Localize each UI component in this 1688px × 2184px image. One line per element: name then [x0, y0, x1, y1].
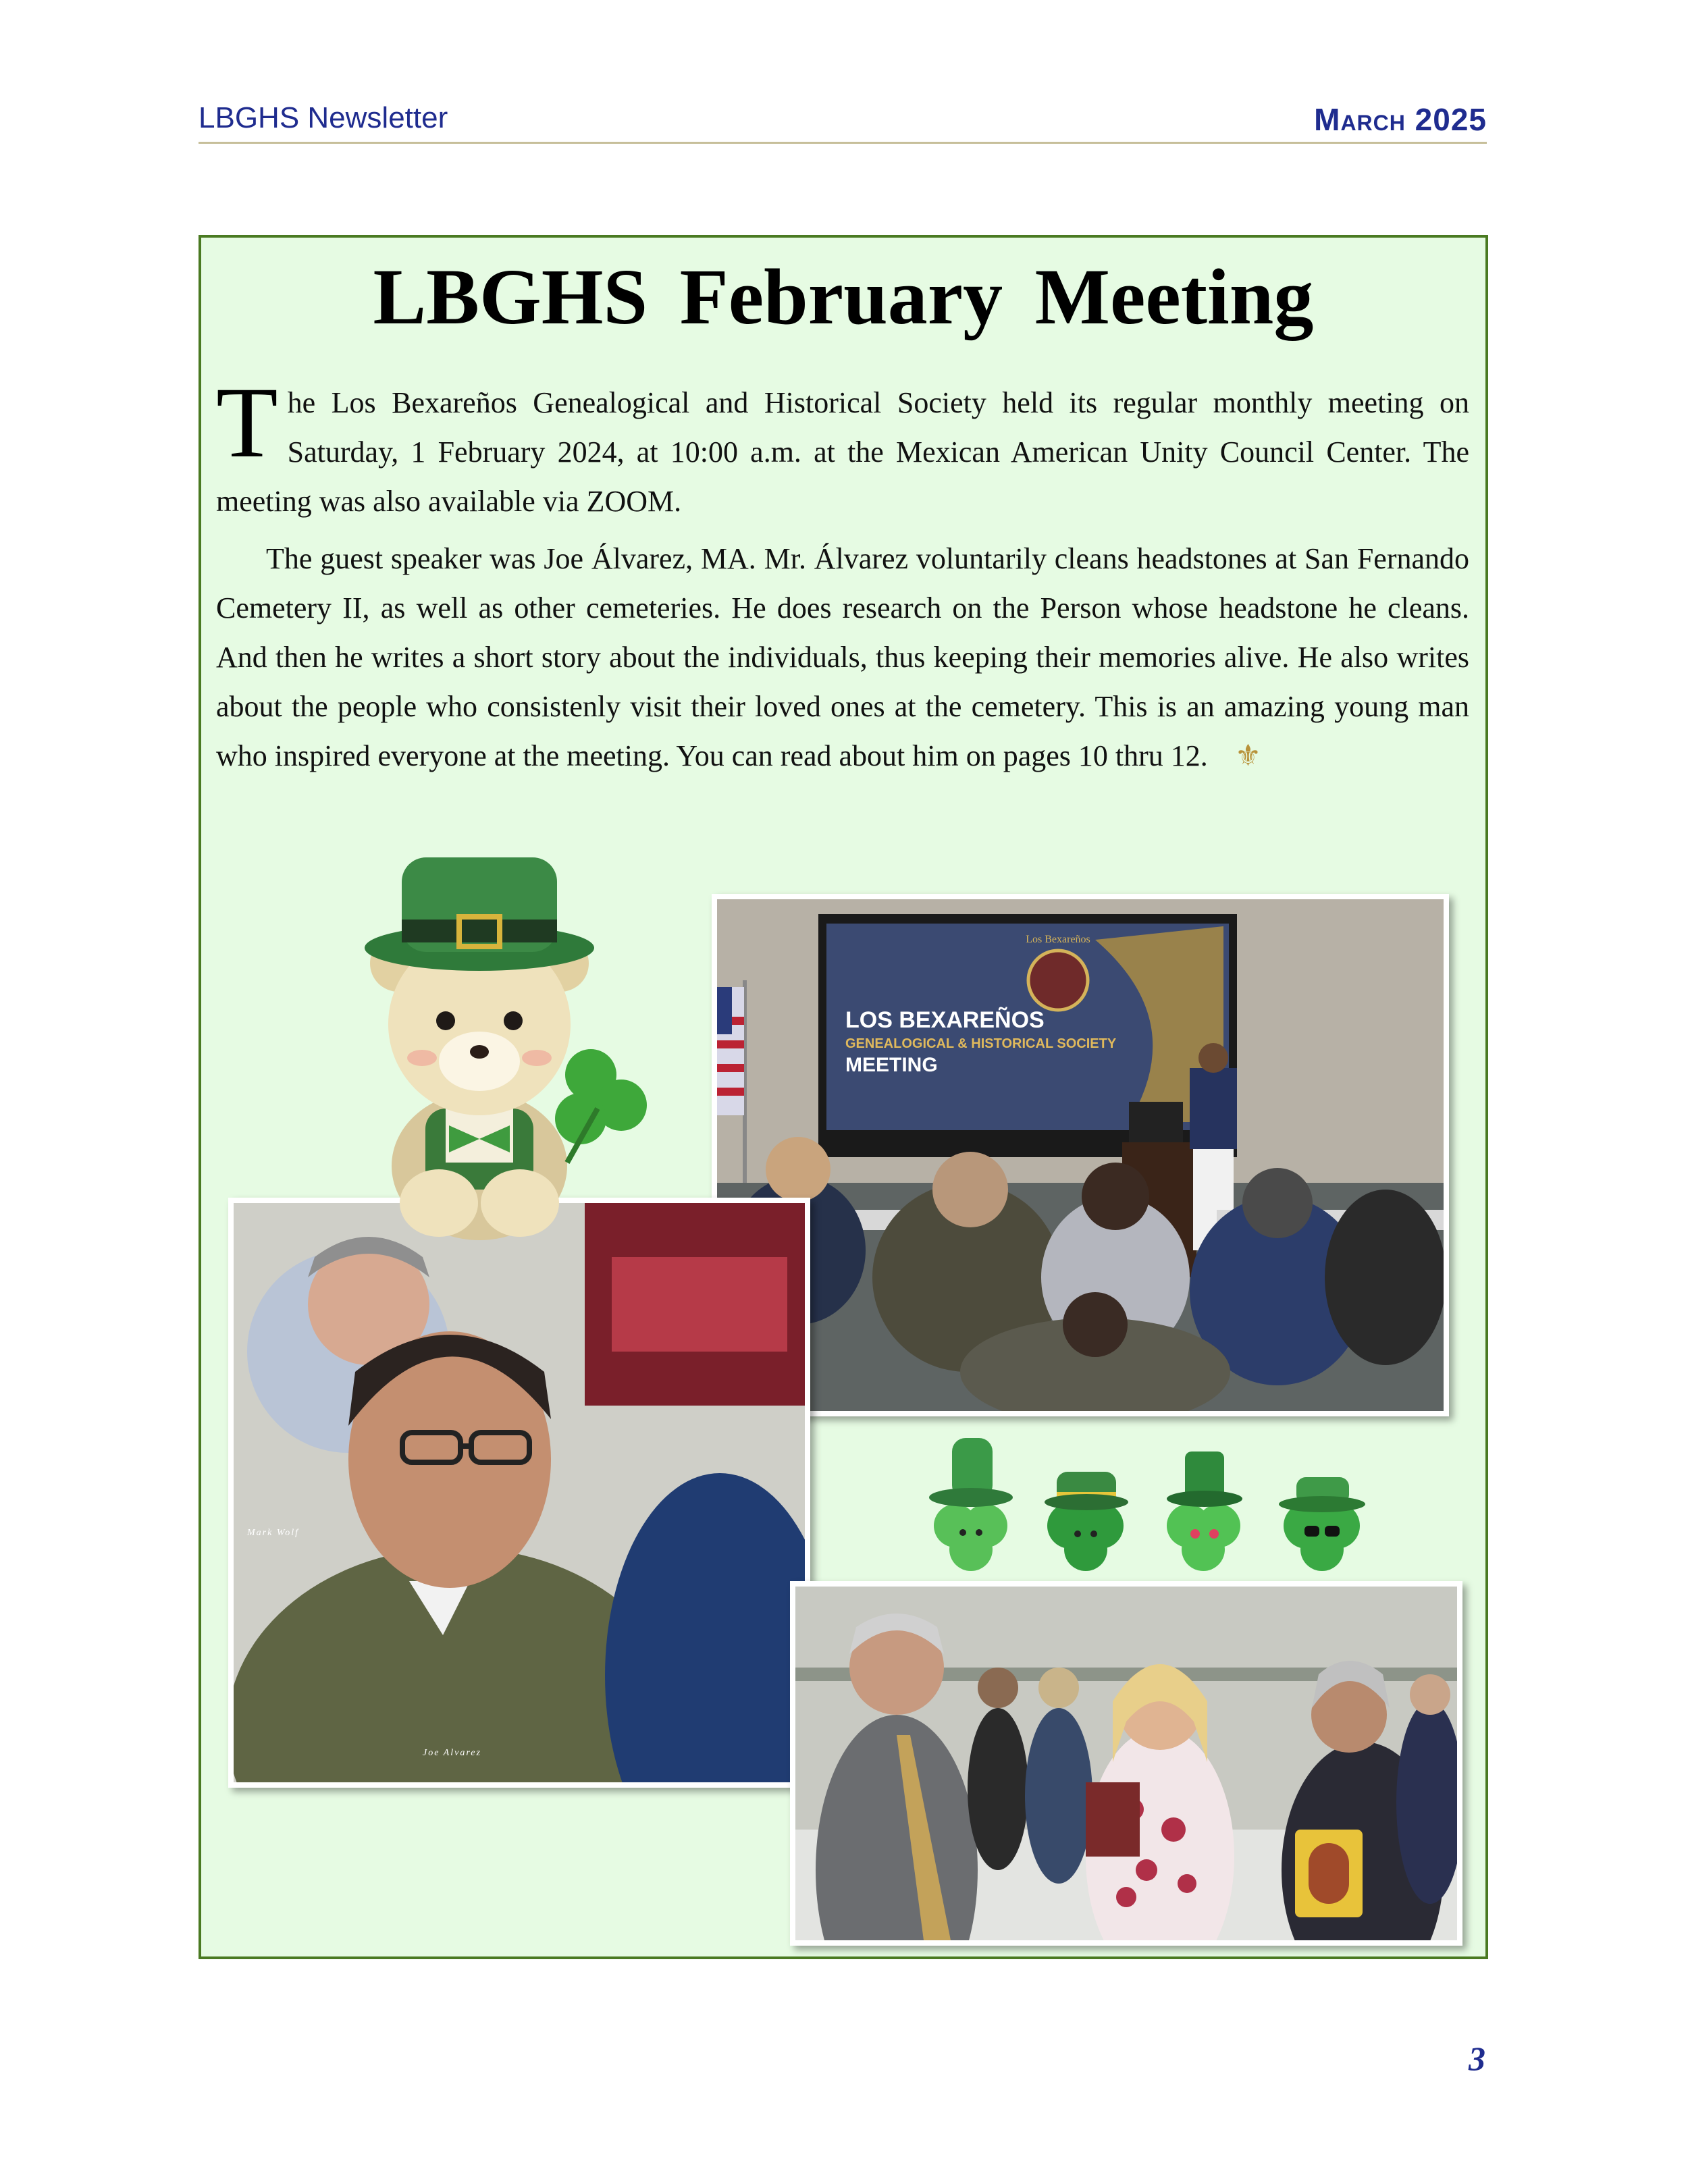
guest-speaker-photo — [228, 1198, 810, 1788]
clover-character-3 — [1167, 1451, 1242, 1571]
attendees-conversation-illustration — [795, 1587, 1457, 1940]
header-divider — [199, 142, 1487, 144]
article-title: LBGHS February Meeting — [373, 252, 1314, 341]
paragraph-2-text: The guest speaker was Joe Álvarez, MA. Mr. Álvarez voluntarily cleans headstones at San Fernando Cemetery II, as well as other cemeteries. He does research on the Person whose headstone he cleans. And then he writes a short story about the individuals, thus keeping their memories alive. He also writes about the people who consistenly visit their loved ones at the cemetery. This is an amazing young man who inspired everyone at the meeting. You can read about him on pages 10 thru 12. — [216, 542, 1469, 772]
newsletter-name: LBGHS Newsletter — [199, 101, 448, 134]
issue-date: March 2025 — [1314, 102, 1487, 137]
article-body — [216, 367, 1469, 789]
screen-line-1: LOS BEXAREÑOS — [845, 1007, 1045, 1033]
paragraph-2 — [216, 534, 1469, 780]
screen-line-3: MEETING — [845, 1054, 938, 1076]
clover-character-4 — [1279, 1477, 1365, 1571]
meeting-room-photo — [712, 894, 1449, 1416]
clover-characters-icon — [918, 1424, 1377, 1573]
paragraph-1 — [216, 367, 1469, 526]
drop-cap: T — [216, 367, 278, 479]
fleur-de-lis-icon: ⚜ — [1234, 739, 1262, 772]
guest-speaker-illustration — [234, 1203, 805, 1782]
photo-caption-bottom: Joe Alvarez — [423, 1748, 481, 1758]
clover-character-1 — [929, 1438, 1013, 1571]
seal-text: Los Bexareños — [1026, 934, 1090, 945]
page-number: 3 — [1469, 2040, 1485, 2077]
photo-caption-top: Mark Wolf — [247, 1528, 299, 1538]
attendees-conversation-photo — [790, 1581, 1462, 1946]
meeting-room-illustration — [717, 899, 1444, 1411]
leprechaun-bear-icon — [338, 852, 655, 1244]
clover-character-2 — [1045, 1472, 1128, 1571]
screen-line-2: GENEALOGICAL & HISTORICAL SOCIETY — [845, 1036, 1117, 1051]
paragraph-1-text: he Los Bexareños Genealogical and Historical Society held its regular monthly meeting on Saturday, 1 February 2024, at 10:00 a.m. at the Mexican American Unity Council Center. The meeting was also available via ZOOM. — [216, 386, 1469, 518]
